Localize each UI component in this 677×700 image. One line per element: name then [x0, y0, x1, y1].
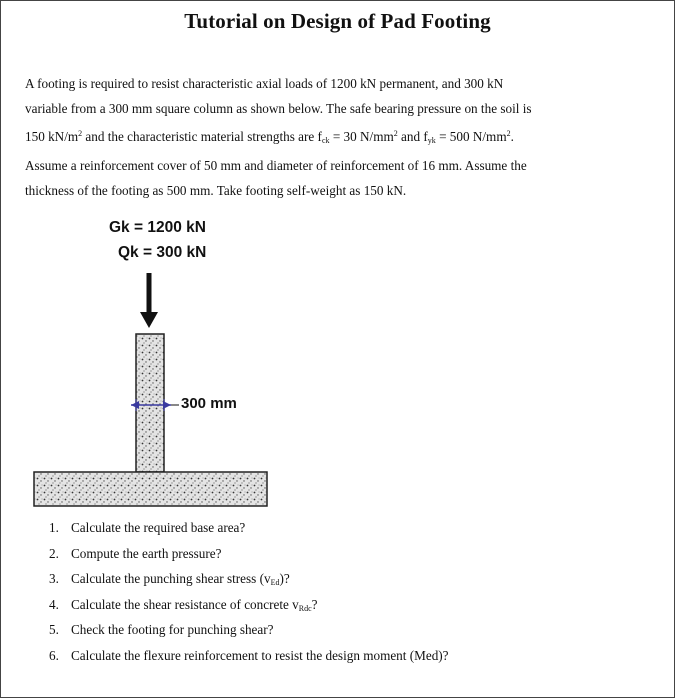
- intro-line-2: variable from a 300 mm square column as shown below. The safe bearing pressure on the soil is: [25, 101, 532, 116]
- intro-line-1: A footing is required to resist characteristic axial loads of 1200 kN permanent, and 300 kN: [25, 76, 504, 91]
- question-list: [49, 520, 449, 673]
- intro-line-4: Assume a reinforcement cover of 50 mm and diameter of reinforcement of 16 mm. Assume the: [25, 158, 527, 173]
- column-width-label: 300 mm: [181, 395, 237, 412]
- column-shape: [136, 334, 164, 472]
- question-item: 5. Check the footing for punching shear?: [49, 622, 274, 637]
- load-gk-label: Gk = 1200 kN: [109, 219, 206, 236]
- dimension-arrow-left: [131, 401, 139, 409]
- intro-line-3: 150 $kN/m^2$ and the characteristic material strengths are $f_{ck} = 30$ $N/mm^2$ and $f_{yk} = 500$ $N/mm^2$.: [25, 129, 514, 145]
- question-item: 1. Calculate the required base area?: [49, 520, 246, 535]
- load-qk-label: Qk = 300 kN: [118, 244, 207, 261]
- question-item: 3. Calculate the punching shear stress $(v_{Ed})$?: [49, 571, 290, 587]
- question-item: 6. Calculate the flexure reinforcement to resist the design moment (Med)?: [49, 647, 449, 663]
- question-item: 2. Compute the earth pressure?: [49, 545, 222, 561]
- question-item: 4. Calculate the shear resistance of concrete $v_{Rdc}$?: [49, 596, 318, 613]
- footing-pad-shape: [34, 472, 267, 506]
- page-title: Tutorial on Design of Pad Footing: [184, 9, 491, 33]
- load-arrow-head: [140, 312, 158, 328]
- intro-line-5: thickness of the footing as 500 mm. Take footing self-weight as 150 kN.: [25, 183, 407, 198]
